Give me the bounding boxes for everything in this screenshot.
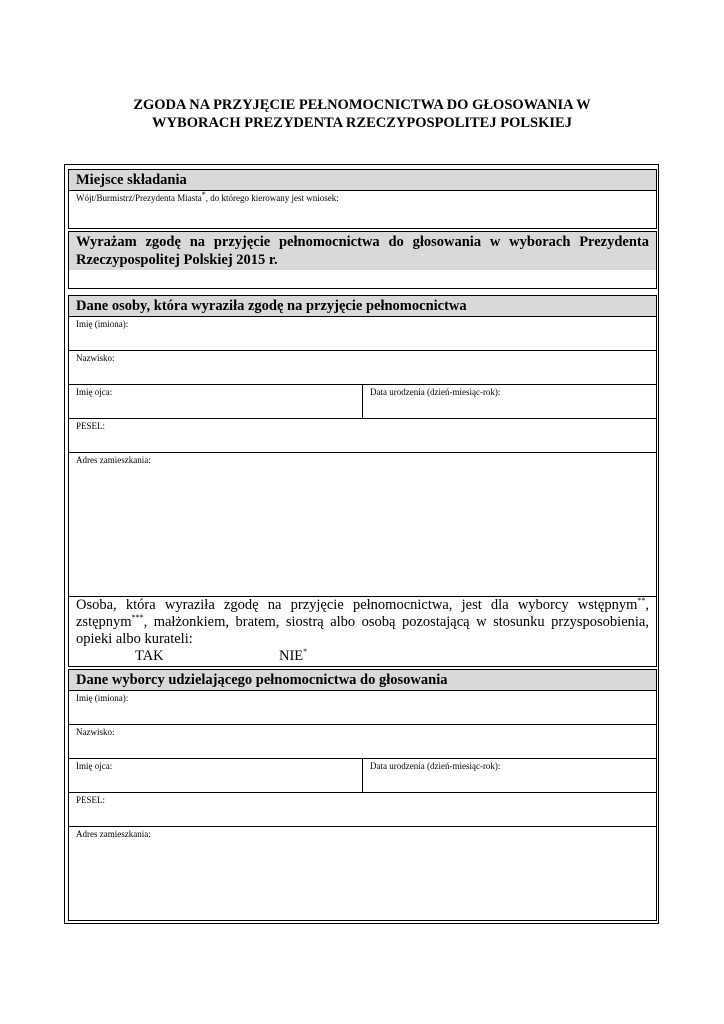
voter-father-birth-row <box>69 759 656 793</box>
section-voter-header: Dane wyborcy udzielającego pełnomocnictwa do głosowania <box>69 670 656 691</box>
office-field-label: Wójt/Burmistrz/Prezydenta Miasta*, do którego kierowany jest wniosek: <box>76 190 339 203</box>
proxy-father-name-field[interactable] <box>69 385 362 418</box>
voter-surname-field[interactable] <box>69 725 656 759</box>
consent-statement: Wyrażam zgodę na przyjęcie pełnomocnictwa do głosowania w wyborach Prezydenta Rzeczypospolitej Polskiej 2015 r. <box>69 232 656 270</box>
voter-surname-label: Nazwisko: <box>76 727 115 737</box>
proxy-surname-label: Nazwisko: <box>76 353 115 363</box>
footnote-mark: * <box>201 190 206 199</box>
proxy-pesel-field[interactable] <box>69 419 656 453</box>
option-yes[interactable]: TAK <box>135 648 164 664</box>
voter-pesel-label: PESEL: <box>76 795 106 805</box>
proxy-address-field[interactable] <box>69 453 656 597</box>
option-no[interactable]: NIE* <box>279 647 308 664</box>
proxy-father-name-label: Imię ojca: <box>76 387 113 397</box>
voter-pesel-field[interactable] <box>69 793 656 827</box>
voter-father-name-label: Imię ojca: <box>76 761 113 771</box>
voter-first-name-label: Imię (imiona): <box>76 693 129 703</box>
form-title <box>60 96 664 132</box>
form-title-line-2: WYBORACH PREZYDENTA RZECZYPOSPOLITEJ POLSKIEJ <box>152 115 572 131</box>
voter-address-label: Adres zamieszkania: <box>76 829 151 839</box>
proxy-first-name-field[interactable] <box>69 317 656 351</box>
voter-birth-date-field[interactable] <box>362 759 656 792</box>
voter-father-name-field[interactable] <box>69 759 362 792</box>
proxy-father-birth-row <box>69 385 656 419</box>
proxy-address-label: Adres zamieszkania: <box>76 455 151 465</box>
yes-no-options <box>69 648 656 666</box>
proxy-birth-date-field[interactable] <box>362 385 656 418</box>
section-consent <box>68 231 657 289</box>
voter-first-name-field[interactable] <box>69 691 656 725</box>
office-field[interactable] <box>69 191 656 232</box>
section-place <box>68 169 657 229</box>
voter-birth-date-label: Data urodzenia (dzień-miesiąc-rok): <box>370 761 501 771</box>
form-title-line-1: ZGODA NA PRZYJĘCIE PEŁNOMOCNICTWA DO GŁOSOWANIA W <box>133 97 591 113</box>
proxy-surname-field[interactable] <box>69 351 656 385</box>
relationship-statement: Osoba, która wyraziła zgodę na przyjęcie pełnomocnictwa, jest dla wyborcy wstępnym**, zstępnym***, małżonkiem, bratem, siostrą albo osobą pozostającą w stosunku przysposobienia, opieki albo kurateli: <box>76 596 649 647</box>
proxy-birth-date-label: Data urodzenia (dzień-miesiąc-rok): <box>370 387 501 397</box>
section-voter <box>68 669 657 921</box>
section-place-header: Miejsce składania <box>69 170 656 191</box>
section-proxy <box>68 295 657 667</box>
proxy-pesel-label: PESEL: <box>76 421 106 431</box>
section-proxy-header: Dane osoby, która wyraziła zgodę na przyjęcie pełnomocnictwa <box>69 296 656 317</box>
relationship-block <box>69 597 656 669</box>
proxy-first-name-label: Imię (imiona): <box>76 319 129 329</box>
voter-address-field[interactable] <box>69 827 656 923</box>
